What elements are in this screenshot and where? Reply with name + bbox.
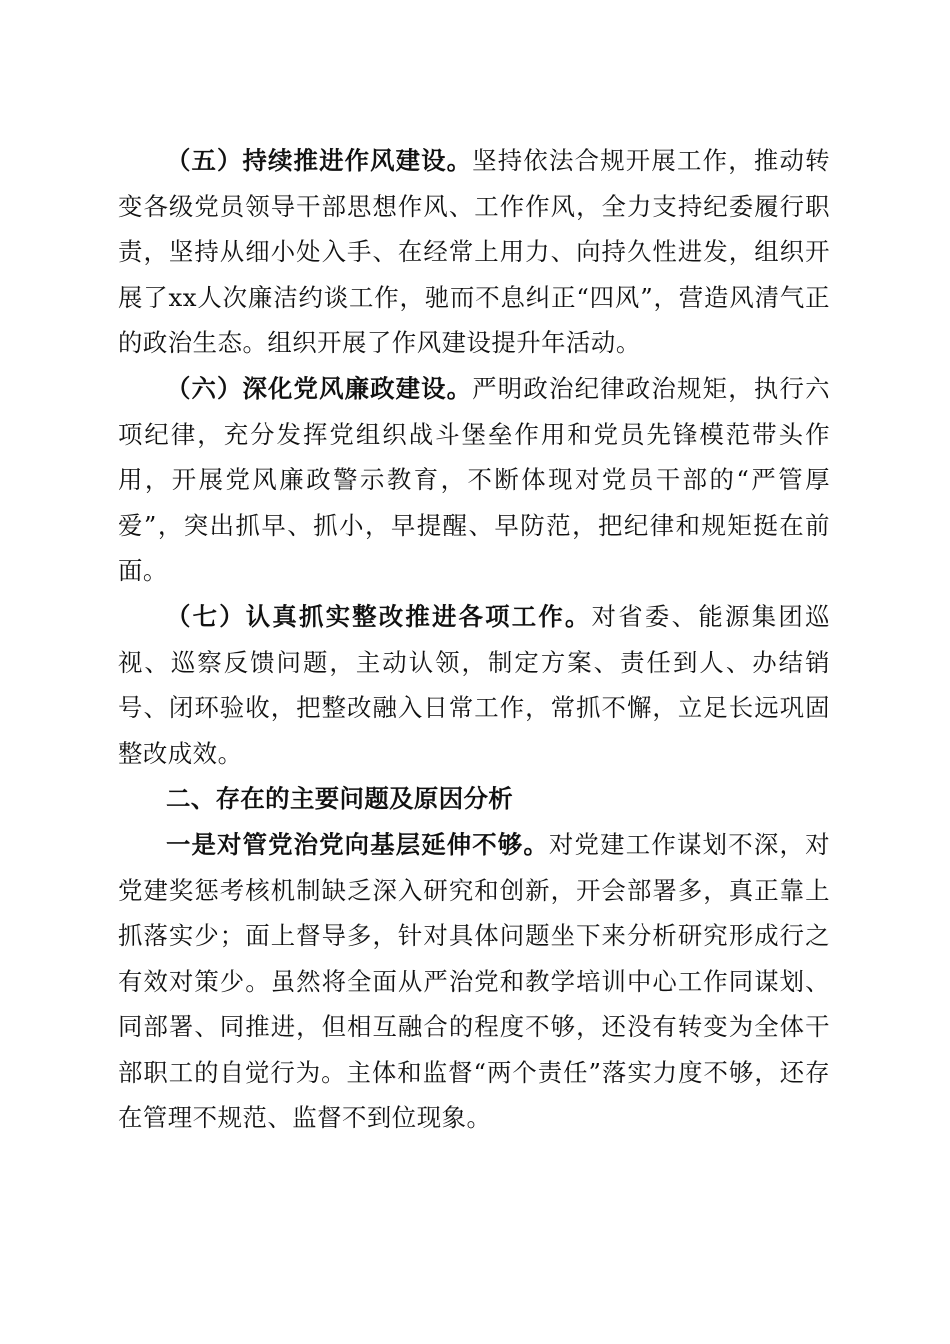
paragraph-work-style bbox=[118, 138, 830, 366]
section-title: 二、存在的主要问题及原因分析 bbox=[166, 784, 514, 814]
paragraph-lead: （六）深化党风廉政建设。 bbox=[166, 373, 473, 403]
paragraph-problem-one bbox=[118, 822, 830, 1141]
paragraph-lead: （五）持续推进作风建设。 bbox=[166, 146, 473, 175]
paragraph-body: 对党建工作谋划不深，对党建奖惩考核机制缺乏深入研究和创新，开会部署多，真正靠上抓落实少；面上督导多，针对具体问题坐下来分析研究形成行之有效对策少。虽然将全面从严治党和教学培训中心工作同谋划、同部署、同推进，但相互融合的程度不够，还没有转变为全体干部职工的自觉行为。主体和监督“两个责任”落实力度不够，还存在管理不规范、监督不到位现象。 bbox=[118, 829, 830, 1133]
paragraph-party-integrity bbox=[118, 366, 830, 594]
document-page bbox=[118, 138, 830, 1141]
paragraph-body: 对省委、能源集团巡视、巡察反馈问题，主动认领，制定方案、责任到人、办结销号、闭环验收，把整改融入日常工作，常抓不懈，立足长远巩固整改成效。 bbox=[118, 601, 830, 768]
paragraph-lead: 一是对管党治党向基层延伸不够。 bbox=[166, 829, 549, 859]
paragraph-lead: （七）认真抓实整改推进各项工作。 bbox=[166, 601, 592, 631]
paragraph-body: 坚持依法合规开展工作，推动转变各级党员领导干部思想作风、工作作风，全力支持纪委履行职责，坚持从细小处入手、在经常上用力、向持久性进发，组织开展了xx人次廉洁约谈工作，驰而不息纠正“四风”，营造风清气正的政治生态。组织开展了作风建设提升年活动。 bbox=[118, 146, 830, 358]
paragraph-rectification bbox=[118, 594, 830, 776]
paragraph-body: 严明政治纪律政治规矩，执行六项纪律，充分发挥党组织战斗堡垒作用和党员先锋模范带头作用，开展党风廉政警示教育，不断体现对党员干部的“严管厚爱”，突出抓早、抓小，早提醒、早防范，把纪律和规矩挺在前面。 bbox=[118, 373, 830, 586]
